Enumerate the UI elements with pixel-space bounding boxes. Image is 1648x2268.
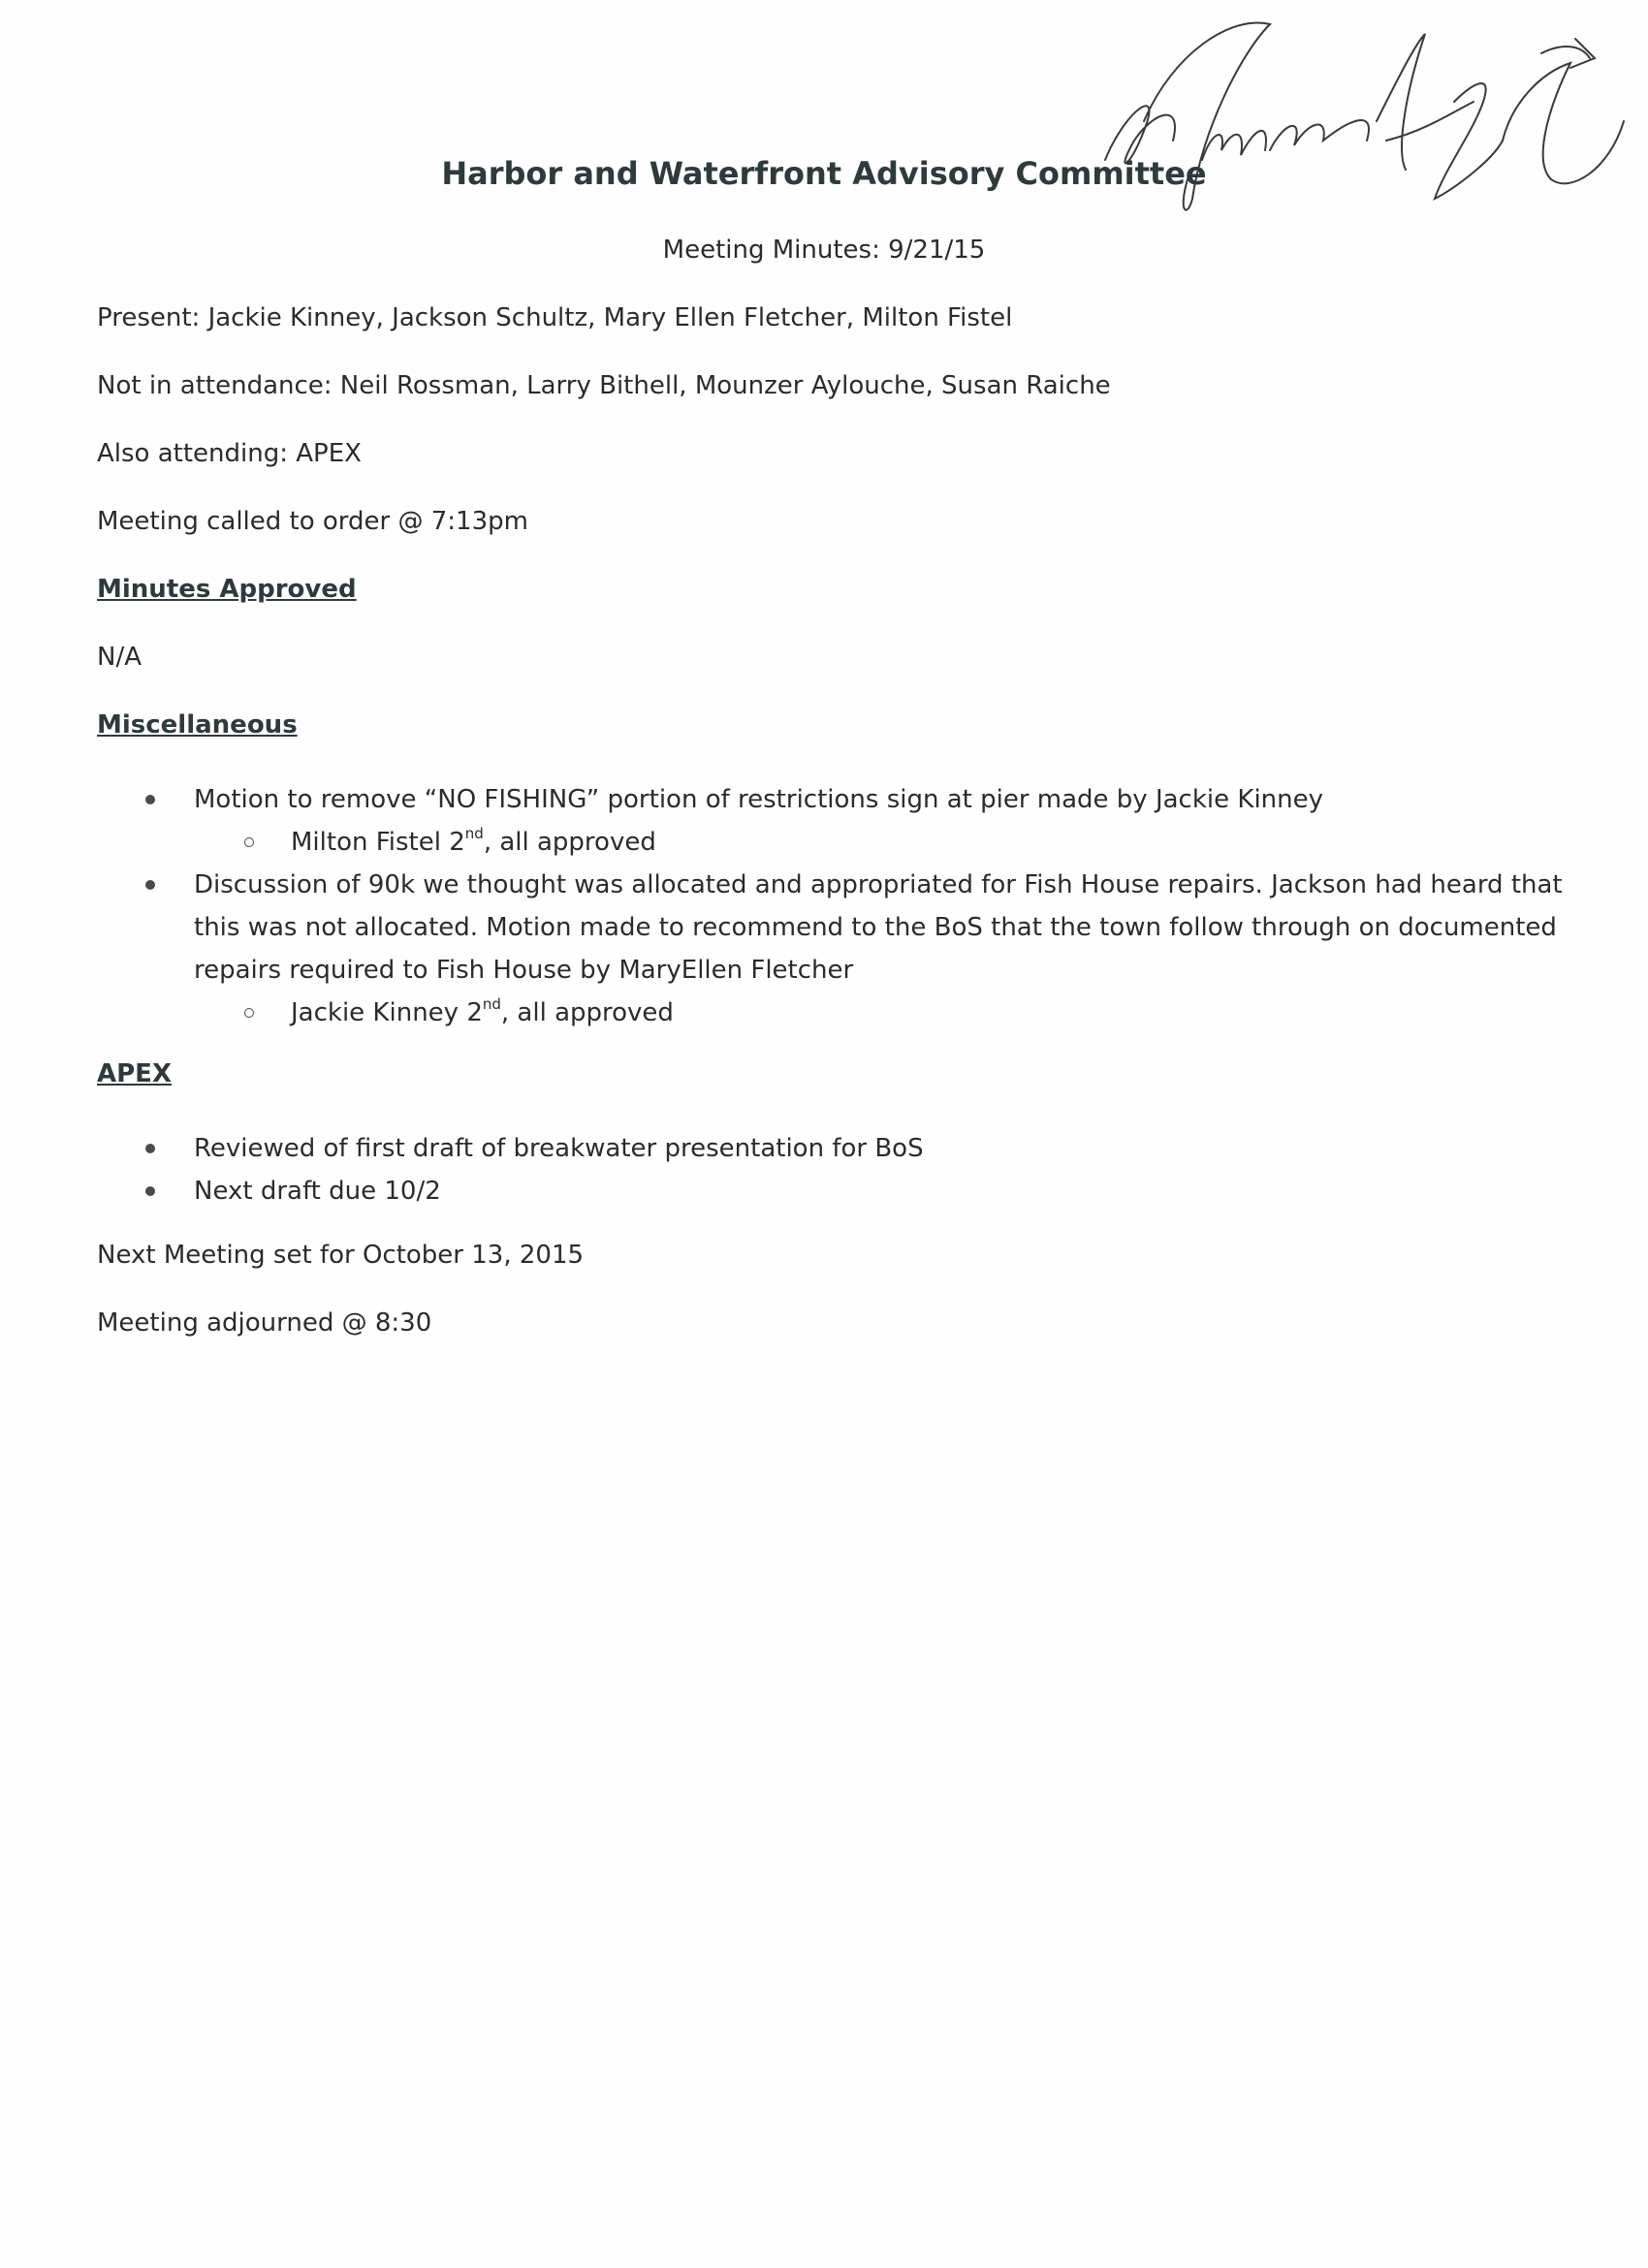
list-item <box>97 864 1570 992</box>
list-item-text: Reviewed of first draft of breakwater presentation for BoS <box>194 1134 924 1163</box>
sub-item-name: Jackie Kinney 2 <box>291 998 483 1027</box>
next-meeting-line: Next Meeting set for October 13, 2015 <box>97 1241 585 1270</box>
list-item <box>97 1170 1570 1213</box>
list-item <box>97 1127 1570 1170</box>
minutes-approved-value: N/A <box>97 643 142 672</box>
sub-list-item <box>97 992 1570 1034</box>
sub-list-item <box>97 821 1570 864</box>
not-in-attendance-line: Not in attendance: Neil Rossman, Larry Bithell, Mounzer Aylouche, Susan Raiche <box>97 371 1111 400</box>
present-line: Present: Jackie Kinney, Jackson Schultz, Mary Ellen Fletcher, Milton Fistel <box>97 303 1013 332</box>
adjourned-line: Meeting adjourned @ 8:30 <box>97 1308 432 1338</box>
list-item-text: Discussion of 90k we thought was allocated and appropriated for Fish House repairs. Jackson had heard that this was not allocated. Motion made to recommend to the BoS that the town follow through on documented repairs required to Fish House by MaryEllen Fletcher <box>194 870 1563 985</box>
bullet-icon <box>145 1186 155 1196</box>
list-item-text: Motion to remove “NO FISHING” portion of restrictions sign at pier made by Jackie Kinney <box>194 785 1324 814</box>
called-to-order-line: Meeting called to order @ 7:13pm <box>97 507 528 536</box>
sub-item-rest: , all approved <box>500 998 674 1027</box>
ordinal-suffix: nd <box>464 825 484 842</box>
list-item <box>97 778 1570 821</box>
document-title: Harbor and Waterfront Advisory Committee <box>441 155 1207 192</box>
bullet-icon <box>145 795 155 804</box>
sub-bullet-icon <box>244 837 254 847</box>
ordinal-suffix: nd <box>482 995 501 1013</box>
sub-bullet-icon <box>244 1008 254 1018</box>
bullet-icon <box>145 1144 155 1153</box>
apex-heading: APEX <box>97 1059 172 1088</box>
miscellaneous-heading: Miscellaneous <box>97 710 298 740</box>
apex-list <box>97 1127 1570 1213</box>
list-item-text: Next draft due 10/2 <box>194 1177 441 1206</box>
sub-item-rest: , all approved <box>483 828 656 857</box>
meeting-date: Meeting Minutes: 9/21/15 <box>662 236 986 265</box>
also-attending-line: Also attending: APEX <box>97 439 362 468</box>
sub-item-name: Milton Fistel 2 <box>291 828 465 857</box>
minutes-approved-heading: Minutes Approved <box>97 575 357 604</box>
miscellaneous-list <box>97 778 1570 1034</box>
handwritten-signature <box>1086 15 1629 228</box>
bullet-icon <box>145 880 155 890</box>
